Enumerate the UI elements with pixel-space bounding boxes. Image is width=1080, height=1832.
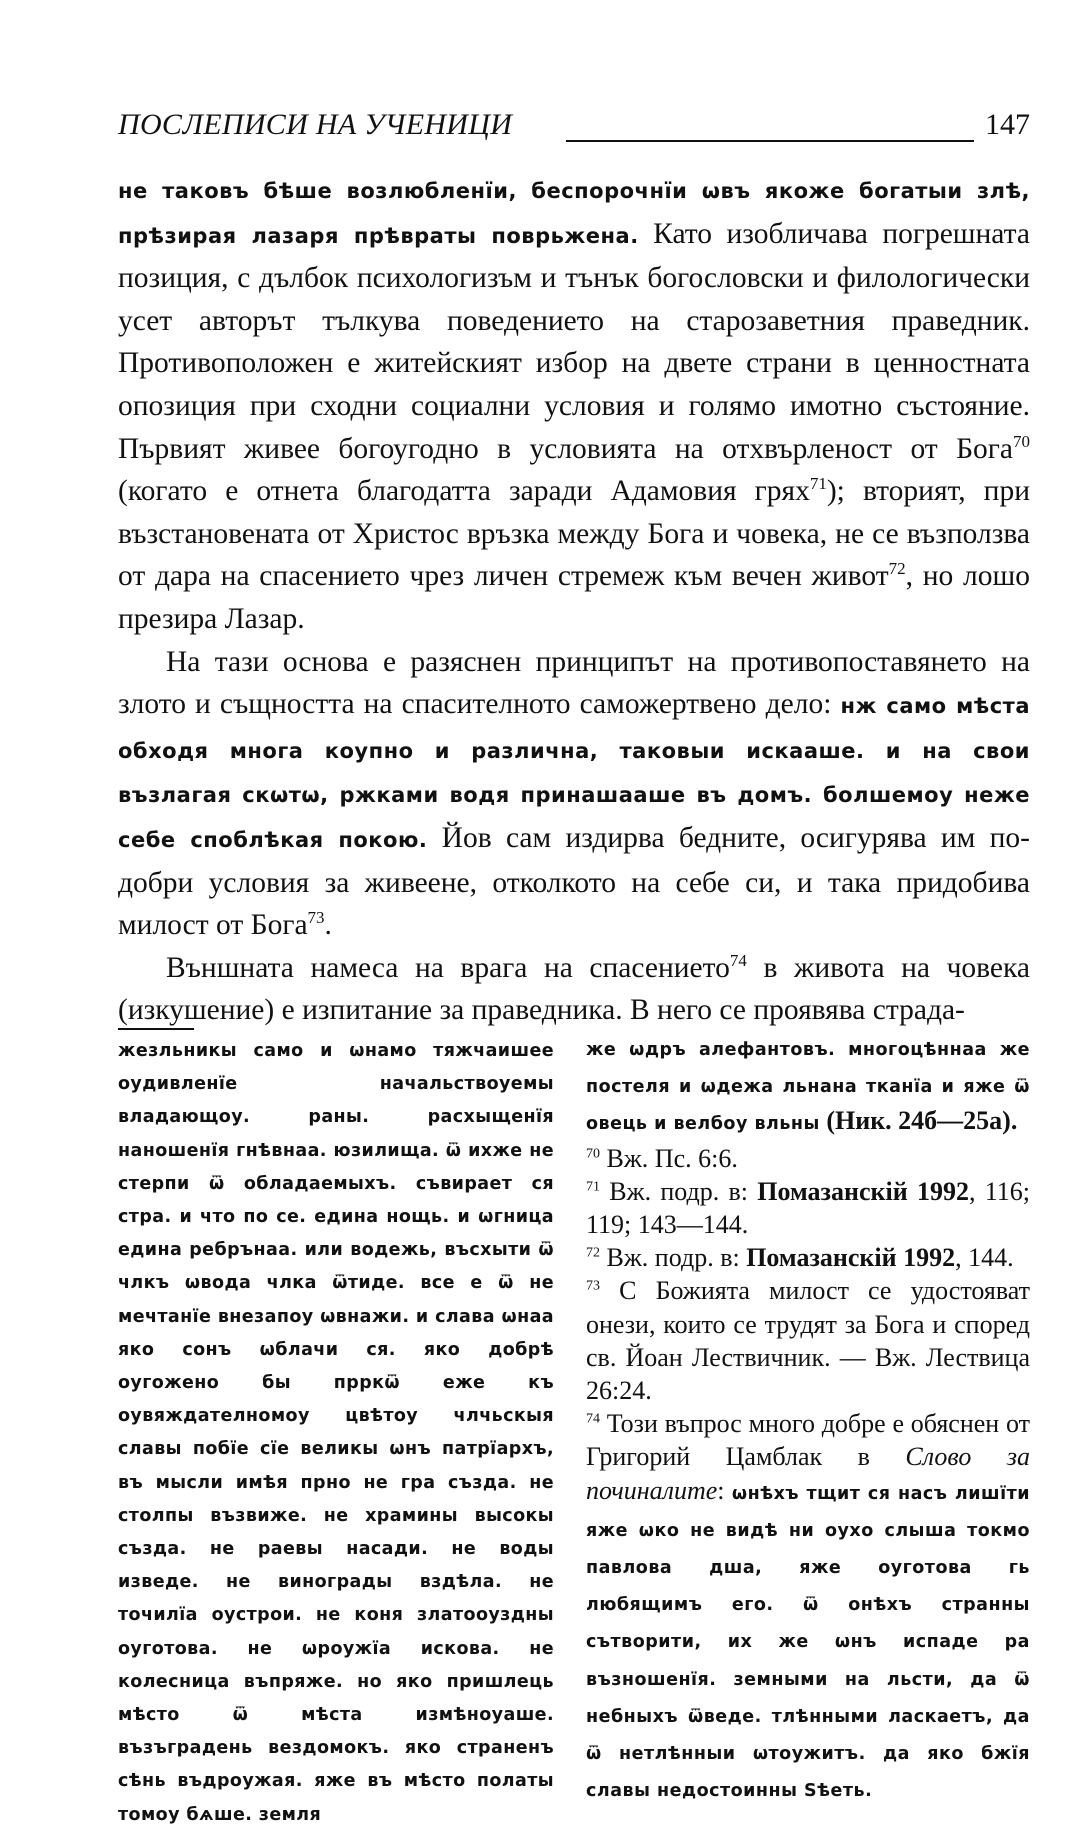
footnote-73 (586, 1274, 1030, 1407)
citation: (Ник. 24б—25а). (819, 1106, 1018, 1136)
paragraph-text: Външната намеса на врага на спасението (166, 951, 730, 984)
paragraph-text: Йов сам издирва бедните, осигурява им по-добри условия за живеене, отколкото на себе си, и така придобива милост от Бога (118, 821, 1030, 942)
footnote-number: 72 (586, 1245, 600, 1261)
main-text (118, 168, 1030, 1032)
footnote-continuation (586, 1030, 1030, 1142)
footnote-column-left (118, 1035, 554, 1832)
paragraph-text: , но лошо презира Лазар. (118, 560, 1030, 635)
paragraph-2 (118, 641, 1030, 947)
paragraph-3 (118, 947, 1030, 1032)
footnote-ref: 71 (809, 474, 827, 494)
citation-author: Помазанскiй 1992 (757, 1176, 969, 1206)
running-header (118, 100, 1030, 160)
document-page (118, 100, 1031, 1825)
footnote-72 (586, 1241, 1030, 1274)
footnote-text: , 144. (955, 1243, 1014, 1273)
old-slavonic-quote: же ѡдръ алефантовъ. многоцѣннаа же постеля и ѡдежа льнана тканїа и яже ѿ овець и велбоу вльны (586, 1040, 1030, 1135)
old-slavonic-quote: нж само мѣста обходя многа коупно и различна, таковыи искааше. и на свои възлагая скѡтѡ, ржками водя принашааше въ домъ. болшемоу неже себе споблѣкая покою. (118, 694, 1030, 852)
footnote-number: 71 (586, 1179, 600, 1195)
footnote-column-right (586, 1030, 1030, 1808)
work-title: Слово за починалите (586, 1442, 1030, 1505)
footnote-number: 73 (586, 1278, 600, 1294)
running-title: ПОСЛЕПИСИ НА УЧЕНИЦИ (118, 108, 513, 141)
footnote-text: Този въпрос много добре е обяснен от Григорий Цамблак в (586, 1409, 1030, 1472)
paragraph-text: в живота на човека (изкушение) е изпитание за праведника. В него се проявява страда- (118, 951, 1031, 1027)
footnote-text: Вж. подр. в: (600, 1243, 747, 1273)
footnote-74 (586, 1407, 1030, 1808)
old-slavonic-quote: жезльникы само и ѡнамо тяжчаишее оудивленїе начальствоуемы владающоу. раны. расхыщенїя наношенїя гнѣвнаа. юзилища. ѿ ихже не стерпи ѿ обладаемыхъ. съвирает ся стра. и что по се. единa нощь. и ѡгница едина ребрънаа. или водежь, въсхыти ѿ члкъ ѡвода члка ѿтиде. все е ѿ не мечтанїе внезапоу ѡвнажи. и слава ѡнаа яко сонъ ѡблачи ся. яко добрѣ оугожено бы прркѿ еже къ оувяждателномоу цвѣтоу члчьскыя славы побїе сїе великы ѡнъ патрїархъ, въ мысли имѣя прно не гра създа. не столпы възвиже. не храмины высокы създа. не раевы насади. не воды изведе. не винограды вздѣла. не точилїа оустрои. не коня златооуздны оуготова. не ѡроужїа искова. не колесница въпряже. но яко пришлець мѣсто ѿ мѣста измѣноуаше. възъградень вездомокъ. яко страненъ сѣнь въдроужая. яже въ мѣсто полаты томоу бѧше. земля (118, 1041, 554, 1825)
citation-author: Помазанскiй 1992 (746, 1243, 956, 1273)
footnote-text: Вж. Пс. 6:6. (600, 1143, 738, 1173)
old-slavonic-quote: ѡнѣхъ тщит ся насъ лишїти яже ѡко не видѣ ни оухо слыша токмо павлова дша, яже оуготова гь любящимъ его. ѿ онѣхъ странны сътворити, их же ѡнъ испаде ра възношенїя. земными на льсти, да ѿ небныхъ ѿведе. тлѣнными ласкаетъ, да ѿ нетлѣнныи ѡтоужитъ. да яко бжїя славы недостоинны Ѕѣеть. (586, 1483, 1030, 1802)
header-rule (566, 140, 974, 142)
paragraph-text: Като изобличава погрешната позиция, с дълбок психологизъм и тънък богословски и филологически усет авторът тълкува поведението на старозаветния праведник. Противоположен е житейският избор на двете страни в ценностната опозиция при сходни социални условия и голямо имотно състояние. Първият живее богоугодно в условията на отхвърленост от Бога (118, 217, 1030, 465)
footnote-number: 74 (586, 1411, 600, 1427)
paragraph-text: (когато е отнета благодатта заради Адамовия грях (118, 475, 810, 508)
footnote-text: : (717, 1475, 732, 1505)
footnote-text: Вж. подр. в: (600, 1176, 758, 1206)
page-number: 147 (985, 108, 1030, 141)
footnote-70 (586, 1142, 1030, 1175)
paragraph-text: . (324, 909, 332, 942)
old-slavonic-quote: не таковъ бѣше возлюбленїи, беспорочнїи ѡвъ якоже богатыи злѣ, прѣзирая лазаря прѣвраты поврьженa. (118, 179, 1030, 248)
footnote-ref: 72 (888, 559, 906, 579)
footnote-text: С Божията милост се удостояват онези, които се трудят за Бога и според св. Йоан Лествичник. — Вж. Лествица 26:24. (586, 1276, 1030, 1406)
footnote-ref: 73 (307, 908, 325, 928)
footnote-ref: 70 (1013, 431, 1030, 451)
paragraph-1 (118, 168, 1030, 641)
paragraph-text: На тази основа е разяснен принципът на противопоставянето на злото и същността на спасителното саможертвено дело: (118, 645, 1030, 721)
footnote-separator (118, 1028, 194, 1030)
footnote-ref: 74 (729, 950, 747, 970)
footnote-text: , 116; 119; 143—144. (586, 1176, 1030, 1240)
footnote-number: 70 (586, 1145, 600, 1161)
paragraph-text: ); вторият, при възстановената от Христос връзка между Бога и човека, не се възползва от дара на спасението чрез личен стремеж към вечен живот (118, 475, 1031, 593)
footnote-71 (586, 1175, 1030, 1241)
